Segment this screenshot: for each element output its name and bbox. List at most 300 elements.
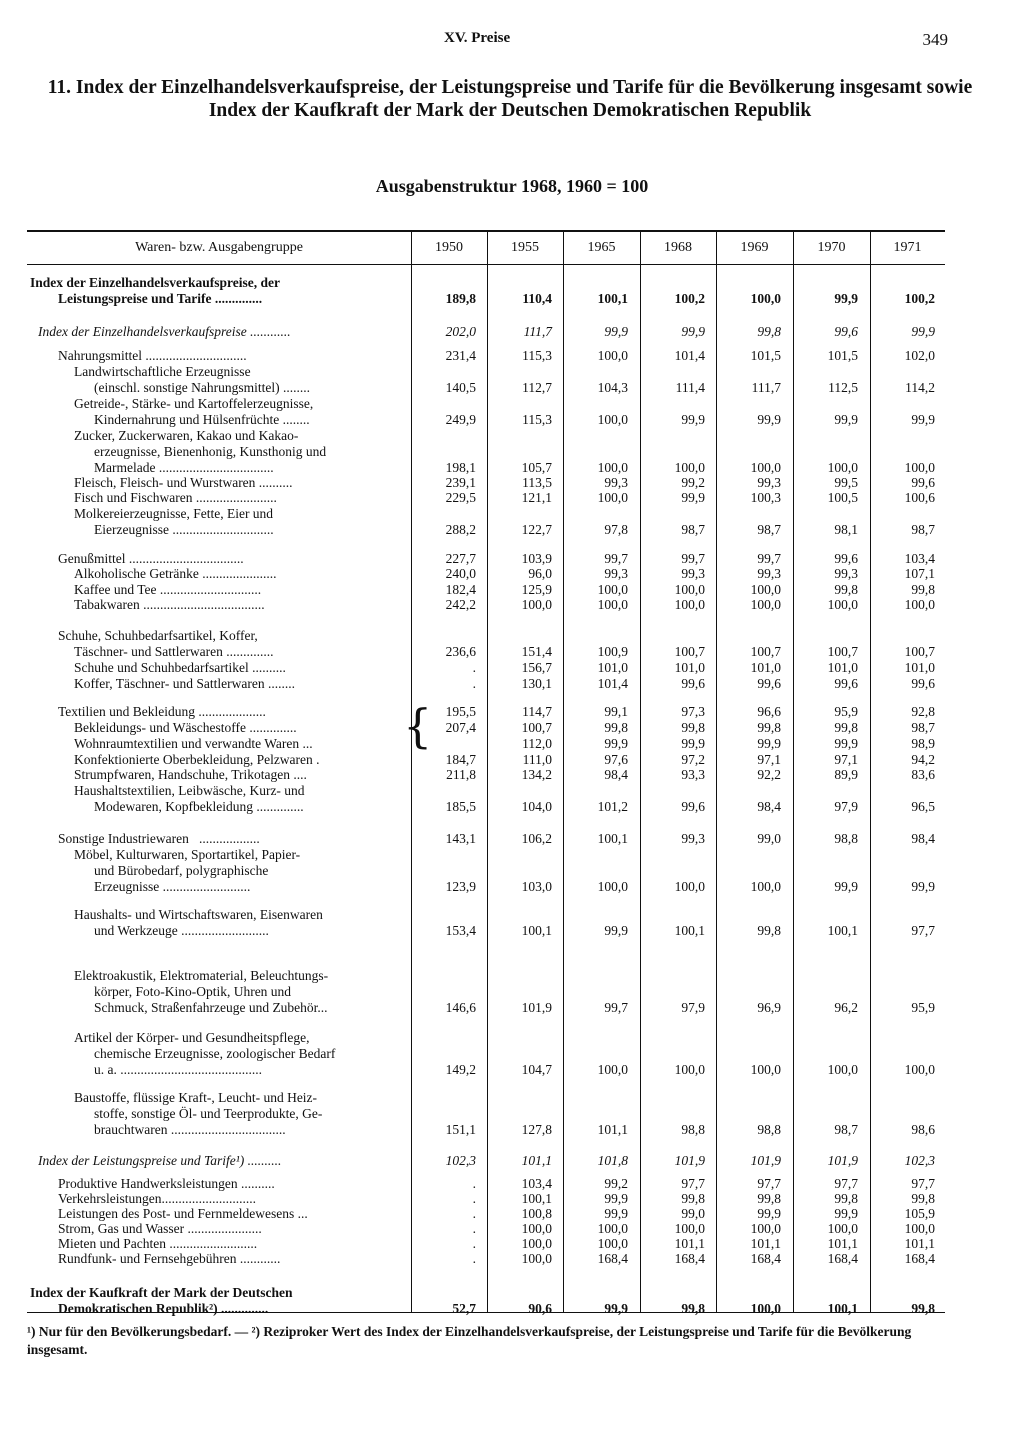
stub-header: Waren- bzw. Ausgabengruppe: [135, 240, 303, 255]
value-cell: 101,9: [750, 1153, 781, 1168]
chapter-title: XV. Preise: [444, 30, 511, 46]
value-cell: .: [472, 1191, 476, 1206]
value-cell: 99,9: [911, 412, 935, 427]
value-cell: 207,4: [445, 720, 476, 735]
value-cell: 134,2: [521, 767, 552, 782]
value-cell: 101,1: [521, 1153, 552, 1168]
row-label: Molkereierzeugnisse, Fette, Eier und: [74, 506, 274, 521]
value-cell: 146,6: [445, 1000, 476, 1015]
row-label: Strumpfwaren, Handschuhe, Trikotagen ....: [74, 767, 307, 782]
value-cell: 99,9: [834, 412, 858, 427]
value-cell: 168,4: [904, 1251, 935, 1266]
value-cell: 100,7: [521, 720, 552, 735]
value-cell: 99,9: [834, 736, 858, 751]
row-label: Artikel der Körper- und Gesundheitspflege,: [74, 1030, 310, 1045]
row-label: Konfektionierte Oberbekleidung, Pelzwaren .: [74, 752, 320, 767]
value-cell: 122,7: [521, 522, 552, 537]
value-cell: 100,3: [750, 490, 781, 505]
value-cell: 168,4: [674, 1251, 705, 1266]
value-cell: 112,7: [522, 380, 552, 395]
value-cell: 92,8: [911, 704, 935, 719]
row-label: Fisch und Fischwaren ........................: [74, 490, 277, 505]
value-cell: 90,6: [528, 1301, 552, 1316]
value-cell: 99,0: [757, 831, 781, 846]
value-cell: 100,0: [750, 291, 781, 306]
value-cell: 99,3: [604, 475, 628, 490]
value-cell: 95,9: [834, 704, 858, 719]
value-cell: 104,3: [597, 380, 628, 395]
year-header: 1969: [740, 240, 769, 255]
value-cell: 101,0: [904, 660, 935, 675]
value-cell: 100,1: [597, 291, 628, 306]
value-cell: 100,2: [674, 291, 705, 306]
value-cell: 111,7: [523, 324, 552, 339]
value-cell: 111,0: [522, 752, 552, 767]
value-cell: 249,9: [445, 412, 476, 427]
value-cell: 198,1: [445, 460, 476, 475]
value-cell: 98,9: [911, 736, 935, 751]
row-label: erzeugnisse, Bienenhonig, Kunsthonig und: [94, 444, 327, 459]
row-label: Index der Einzelhandelsverkaufspreise, der: [30, 275, 281, 290]
value-cell: 99,9: [604, 923, 628, 938]
value-cell: .: [472, 1236, 476, 1251]
value-cell: 99,2: [604, 1176, 628, 1191]
value-cell: 99,9: [604, 736, 628, 751]
row-label: Eierzeugnisse ..............................: [94, 522, 274, 537]
value-cell: 123,9: [445, 879, 476, 894]
row-label: Fleisch, Fleisch- und Wurstwaren ..........: [74, 475, 293, 490]
table-row: [0, 675, 1024, 692]
row-label: Leistungspreise und Tarife ..............: [58, 291, 263, 306]
value-cell: 101,1: [597, 1122, 628, 1137]
value-cell: 100,1: [597, 831, 628, 846]
value-cell: 100,9: [597, 644, 628, 659]
value-cell: 101,9: [521, 1000, 552, 1015]
row-label: Marmelade ..................................: [94, 460, 274, 475]
row-label: Index der Kaufkraft der Mark der Deutschen: [30, 1285, 293, 1300]
value-cell: 99,6: [834, 676, 858, 691]
value-cell: 100,0: [521, 597, 552, 612]
value-cell: 100,0: [904, 597, 935, 612]
row-label: Erzeugnisse ..........................: [94, 879, 251, 894]
value-cell: 99,6: [834, 551, 858, 566]
value-cell: 101,5: [827, 348, 858, 363]
value-cell: 99,9: [911, 324, 935, 339]
value-cell: 105,7: [521, 460, 552, 475]
value-cell: 100,6: [904, 490, 935, 505]
value-cell: 97,7: [681, 1176, 705, 1191]
table-row: [0, 735, 1024, 752]
value-cell: 242,2: [445, 597, 476, 612]
value-cell: 99,5: [834, 475, 858, 490]
value-cell: 100,1: [827, 923, 858, 938]
value-cell: 103,0: [521, 879, 552, 894]
row-label: Haushalts- und Wirtschaftswaren, Eisenwaren: [74, 907, 323, 922]
value-cell: 100,0: [597, 597, 628, 612]
row-label: Sonstige Industriewaren ..................: [58, 831, 260, 846]
value-cell: 97,3: [681, 704, 705, 719]
row-label: stoffe, sonstige Öl- und Teerprodukte, Ge-: [94, 1106, 323, 1121]
table-row: [0, 1284, 1024, 1301]
value-cell: 96,9: [757, 1000, 781, 1015]
value-cell: 100,0: [521, 1221, 552, 1236]
value-cell: 100,0: [521, 1236, 552, 1251]
value-cell: 104,0: [521, 799, 552, 814]
table-row: [0, 1152, 1024, 1169]
value-cell: 99,9: [911, 879, 935, 894]
value-cell: .: [472, 1176, 476, 1191]
value-cell: 103,4: [521, 1176, 552, 1191]
value-cell: 100,0: [674, 582, 705, 597]
value-cell: 99,7: [681, 551, 705, 566]
value-cell: 99,9: [834, 1206, 858, 1221]
value-cell: 99,6: [681, 799, 705, 814]
value-cell: 99,1: [604, 704, 628, 719]
value-cell: 229,5: [445, 490, 476, 505]
table-row: [0, 443, 1024, 460]
value-cell: 100,0: [750, 879, 781, 894]
value-cell: 97,9: [834, 799, 858, 814]
value-cell: 99,9: [681, 736, 705, 751]
value-cell: 99,3: [834, 566, 858, 581]
row-label: Schuhe, Schuhbedarfsartikel, Koffer,: [58, 628, 258, 643]
year-header: 1955: [511, 240, 539, 255]
value-cell: 100,7: [750, 644, 781, 659]
value-cell: 52,7: [452, 1301, 476, 1316]
value-cell: 100,0: [597, 348, 628, 363]
table-row: [0, 999, 1024, 1016]
value-cell: 149,2: [445, 1062, 476, 1077]
value-cell: 107,1: [904, 566, 935, 581]
row-label: körper, Foto-Kino-Optik, Uhren und: [94, 984, 292, 999]
table-row: [0, 395, 1024, 412]
value-cell: 98,7: [681, 522, 705, 537]
year-header: 1971: [893, 240, 922, 255]
value-cell: 231,4: [445, 348, 476, 363]
value-cell: 113,5: [522, 475, 552, 490]
table-row: [0, 290, 1024, 307]
value-cell: 89,9: [834, 767, 858, 782]
row-label: (einschl. sonstige Nahrungsmittel) ........: [94, 380, 310, 395]
table-row: [0, 782, 1024, 799]
value-cell: 97,9: [681, 1000, 705, 1015]
value-cell: 168,4: [827, 1251, 858, 1266]
value-cell: 98,4: [911, 831, 935, 846]
table-row: [0, 347, 1024, 364]
value-cell: 97,2: [681, 752, 705, 767]
value-cell: 99,9: [757, 412, 781, 427]
value-cell: .: [472, 660, 476, 675]
value-cell: 114,2: [905, 380, 935, 395]
table-row: [0, 719, 1024, 736]
value-cell: 99,9: [604, 1191, 628, 1206]
value-cell: 99,9: [604, 1301, 628, 1316]
value-cell: 98,1: [834, 522, 858, 537]
value-cell: 100,0: [674, 597, 705, 612]
value-cell: 102,3: [904, 1153, 935, 1168]
value-cell: 99,9: [757, 736, 781, 751]
value-cell: 98,7: [834, 1122, 858, 1137]
row-label: Demokratischen Republik²) ..............: [58, 1301, 269, 1316]
value-cell: 168,4: [597, 1251, 628, 1266]
value-cell: 99,0: [681, 1206, 705, 1221]
table-subtitle: Ausgabenstruktur 1968, 1960 = 100: [375, 176, 649, 196]
value-cell: 101,5: [750, 348, 781, 363]
row-label: Tabakwaren ....................................: [74, 597, 265, 612]
row-label: Genußmittel ..................................: [58, 551, 244, 566]
row-label: Index der Leistungspreise und Tarife¹) ..........: [38, 1153, 282, 1168]
value-cell: 100,2: [904, 291, 935, 306]
value-cell: 100,0: [904, 1221, 935, 1236]
value-cell: 99,8: [911, 582, 935, 597]
value-cell: 99,9: [681, 324, 705, 339]
value-cell: 99,6: [911, 475, 935, 490]
row-label: Verkehrsleistungen............................: [58, 1191, 256, 1206]
value-cell: 115,3: [522, 412, 552, 427]
value-cell: 156,7: [521, 660, 552, 675]
year-header: 1950: [435, 240, 463, 255]
row-label: Alkoholische Getränke ......................: [74, 566, 277, 581]
row-label: Kindernahrung und Hülsenfrüchte ........: [94, 412, 310, 427]
value-cell: 96,6: [757, 704, 781, 719]
table-row: [0, 505, 1024, 522]
value-cell: 121,1: [521, 490, 552, 505]
value-cell: 112,5: [828, 380, 858, 395]
value-cell: 104,7: [521, 1062, 552, 1077]
value-cell: 140,5: [445, 380, 476, 395]
value-cell: 97,7: [834, 1176, 858, 1191]
footnote: ¹) Nur für den Bevölkerungsbedarf. — ²) Reziproker Wert des Index der Einzelhandelsverkaufspreise, der Leistungspreise und Tarife für die Bevölkerung insgesamt.: [27, 1324, 912, 1357]
row-label: Zucker, Zuckerwaren, Kakao und Kakao-: [74, 428, 299, 443]
table-row: [0, 274, 1024, 291]
row-label: und Bürobedarf, polygraphische: [94, 863, 269, 878]
row-label: Textilien und Bekleidung ....................: [58, 704, 266, 719]
value-cell: 100,0: [827, 1062, 858, 1077]
value-cell: 100,1: [674, 923, 705, 938]
table-row: [0, 766, 1024, 783]
value-cell: 100,0: [597, 582, 628, 597]
row-label: Landwirtschaftliche Erzeugnisse: [74, 364, 251, 379]
row-label: Koffer, Täschner- und Sattlerwaren ........: [74, 676, 295, 691]
value-cell: 99,6: [757, 676, 781, 691]
value-cell: 99,3: [604, 566, 628, 581]
table-row: [0, 565, 1024, 582]
value-cell: 102,0: [904, 348, 935, 363]
row-label: Index der Einzelhandelsverkaufspreise ............: [38, 324, 291, 339]
value-cell: 99,9: [604, 1206, 628, 1221]
table-row: [0, 363, 1024, 380]
row-label: Modewaren, Kopfbekleidung ..............: [94, 799, 304, 814]
value-cell: 99,9: [604, 324, 628, 339]
grouping-brace: {: [403, 699, 433, 753]
value-cell: 100,1: [521, 923, 552, 938]
value-cell: 125,9: [521, 582, 552, 597]
table-row: [0, 659, 1024, 676]
value-cell: 151,4: [521, 644, 552, 659]
row-label: Rundfunk- und Fernsehgebühren ............: [58, 1251, 281, 1266]
value-cell: 99,8: [757, 923, 781, 938]
value-cell: 99,2: [681, 475, 705, 490]
value-cell: 101,0: [750, 660, 781, 675]
value-cell: 100,0: [827, 1221, 858, 1236]
value-cell: 99,8: [911, 1191, 935, 1206]
value-cell: 99,7: [604, 551, 628, 566]
value-cell: 102,3: [445, 1153, 476, 1168]
value-cell: 99,8: [757, 324, 781, 339]
value-cell: 143,1: [445, 831, 476, 846]
value-cell: 182,4: [445, 582, 476, 597]
value-cell: 99,8: [681, 1301, 705, 1316]
value-cell: 184,7: [445, 752, 476, 767]
value-cell: 99,8: [757, 1191, 781, 1206]
value-cell: 101,8: [597, 1153, 628, 1168]
value-cell: 101,2: [597, 799, 628, 814]
table-row: [0, 489, 1024, 506]
value-cell: 98,4: [604, 767, 628, 782]
value-cell: 99,8: [681, 1191, 705, 1206]
value-cell: 100,7: [904, 644, 935, 659]
value-cell: 211,8: [446, 767, 476, 782]
value-cell: 103,9: [521, 551, 552, 566]
value-cell: 100,0: [597, 1062, 628, 1077]
table-row: [0, 878, 1024, 895]
value-cell: 111,4: [675, 380, 705, 395]
value-cell: 99,6: [681, 676, 705, 691]
value-cell: 100,5: [827, 490, 858, 505]
value-cell: 97,7: [911, 923, 935, 938]
table-row: [0, 323, 1024, 340]
row-label: und Werkzeuge ..........................: [94, 923, 269, 938]
value-cell: 99,8: [834, 582, 858, 597]
row-label: Nahrungsmittel ..............................: [58, 348, 247, 363]
value-cell: 105,9: [904, 1206, 935, 1221]
table-row: [0, 1250, 1024, 1267]
value-cell: 100,0: [750, 1301, 781, 1316]
value-cell: 100,0: [674, 879, 705, 894]
value-cell: 96,5: [911, 799, 935, 814]
value-cell: 189,8: [445, 291, 476, 306]
value-cell: 95,9: [911, 1000, 935, 1015]
value-cell: 101,1: [674, 1236, 705, 1251]
value-cell: 100,0: [674, 1062, 705, 1077]
value-cell: 100,7: [827, 644, 858, 659]
value-cell: 99,8: [911, 1301, 935, 1316]
value-cell: 97,1: [834, 752, 858, 767]
table-row: [0, 830, 1024, 847]
table-row: [0, 643, 1024, 660]
value-cell: 130,1: [521, 676, 552, 691]
value-cell: 202,0: [445, 324, 476, 339]
value-cell: 168,4: [750, 1251, 781, 1266]
value-cell: 106,2: [521, 831, 552, 846]
table-row: [0, 906, 1024, 923]
value-cell: 185,5: [445, 799, 476, 814]
value-cell: 99,8: [834, 1191, 858, 1206]
value-cell: 99,7: [604, 1000, 628, 1015]
value-cell: 98,4: [757, 799, 781, 814]
row-label: Bekleidungs- und Wäschestoffe ..............: [74, 720, 297, 735]
value-cell: 99,7: [757, 551, 781, 566]
value-cell: 99,8: [681, 720, 705, 735]
row-label: Möbel, Kulturwaren, Sportartikel, Papier-: [74, 847, 301, 862]
row-label: Wohnraumtextilien und verwandte Waren ...: [74, 736, 313, 751]
value-cell: 100,0: [904, 460, 935, 475]
value-cell: 99,3: [681, 566, 705, 581]
value-cell: 99,9: [681, 490, 705, 505]
value-cell: 101,0: [674, 660, 705, 675]
row-label: Produktive Handwerksleistungen ..........: [58, 1176, 275, 1191]
value-cell: 100,0: [750, 1221, 781, 1236]
value-cell: 93,3: [681, 767, 705, 782]
value-cell: 99,3: [757, 475, 781, 490]
value-cell: 100,1: [521, 1191, 552, 1206]
value-cell: 101,9: [827, 1153, 858, 1168]
value-cell: 92,2: [757, 767, 781, 782]
value-cell: 111,7: [751, 380, 781, 395]
value-cell: 151,1: [445, 1122, 476, 1137]
table-row: [0, 862, 1024, 879]
value-cell: 100,0: [750, 597, 781, 612]
value-cell: 99,6: [834, 324, 858, 339]
row-label: chemische Erzeugnisse, zoologischer Bedarf: [94, 1046, 336, 1061]
value-cell: 97,7: [757, 1176, 781, 1191]
value-cell: 100,0: [521, 1251, 552, 1266]
row-label: Schuhe und Schuhbedarfsartikel ..........: [74, 660, 286, 675]
value-cell: 98,7: [911, 522, 935, 537]
value-cell: 103,4: [904, 551, 935, 566]
value-cell: 99,9: [681, 412, 705, 427]
value-cell: 100,0: [674, 460, 705, 475]
value-cell: 97,7: [911, 1176, 935, 1191]
value-cell: 100,8: [521, 1206, 552, 1221]
value-cell: 96,2: [834, 1000, 858, 1015]
year-header: 1970: [817, 240, 846, 255]
table-row: [0, 1300, 1024, 1317]
value-cell: 96,0: [528, 566, 552, 581]
value-cell: 94,2: [911, 752, 935, 767]
table-row: [0, 983, 1024, 1000]
value-cell: 153,4: [445, 923, 476, 938]
value-cell: 101,4: [597, 676, 628, 691]
value-cell: 112,0: [522, 736, 552, 751]
table-row: [0, 1029, 1024, 1046]
row-label: brauchtwaren ..................................: [94, 1122, 286, 1137]
value-cell: 99,9: [757, 1206, 781, 1221]
value-cell: 98,7: [757, 522, 781, 537]
row-label: Mieten und Pachten ..........................: [58, 1236, 258, 1251]
value-cell: 99,6: [911, 676, 935, 691]
table-row: [0, 1061, 1024, 1078]
year-header: 1965: [587, 240, 616, 255]
value-cell: 100,0: [597, 490, 628, 505]
row-label: Strom, Gas und Wasser ......................: [58, 1221, 262, 1236]
value-cell: 83,6: [911, 767, 935, 782]
value-cell: 97,8: [604, 522, 628, 537]
value-cell: 288,2: [445, 522, 476, 537]
value-cell: 100,0: [597, 412, 628, 427]
value-cell: 110,4: [522, 291, 552, 306]
value-cell: 100,0: [750, 582, 781, 597]
row-label: Baustoffe, flüssige Kraft-, Leucht- und Heiz-: [74, 1090, 318, 1105]
year-header: 1968: [664, 240, 692, 255]
value-cell: 101,9: [674, 1153, 705, 1168]
table-bottom-rule: [27, 1312, 945, 1313]
value-cell: 127,8: [521, 1122, 552, 1137]
value-cell: 100,1: [827, 1301, 858, 1316]
row-label: Kaffee und Tee ..............................: [74, 582, 262, 597]
row-label: Schmuck, Straßenfahrzeuge und Zubehör...: [94, 1000, 328, 1015]
value-cell: .: [472, 1251, 476, 1266]
